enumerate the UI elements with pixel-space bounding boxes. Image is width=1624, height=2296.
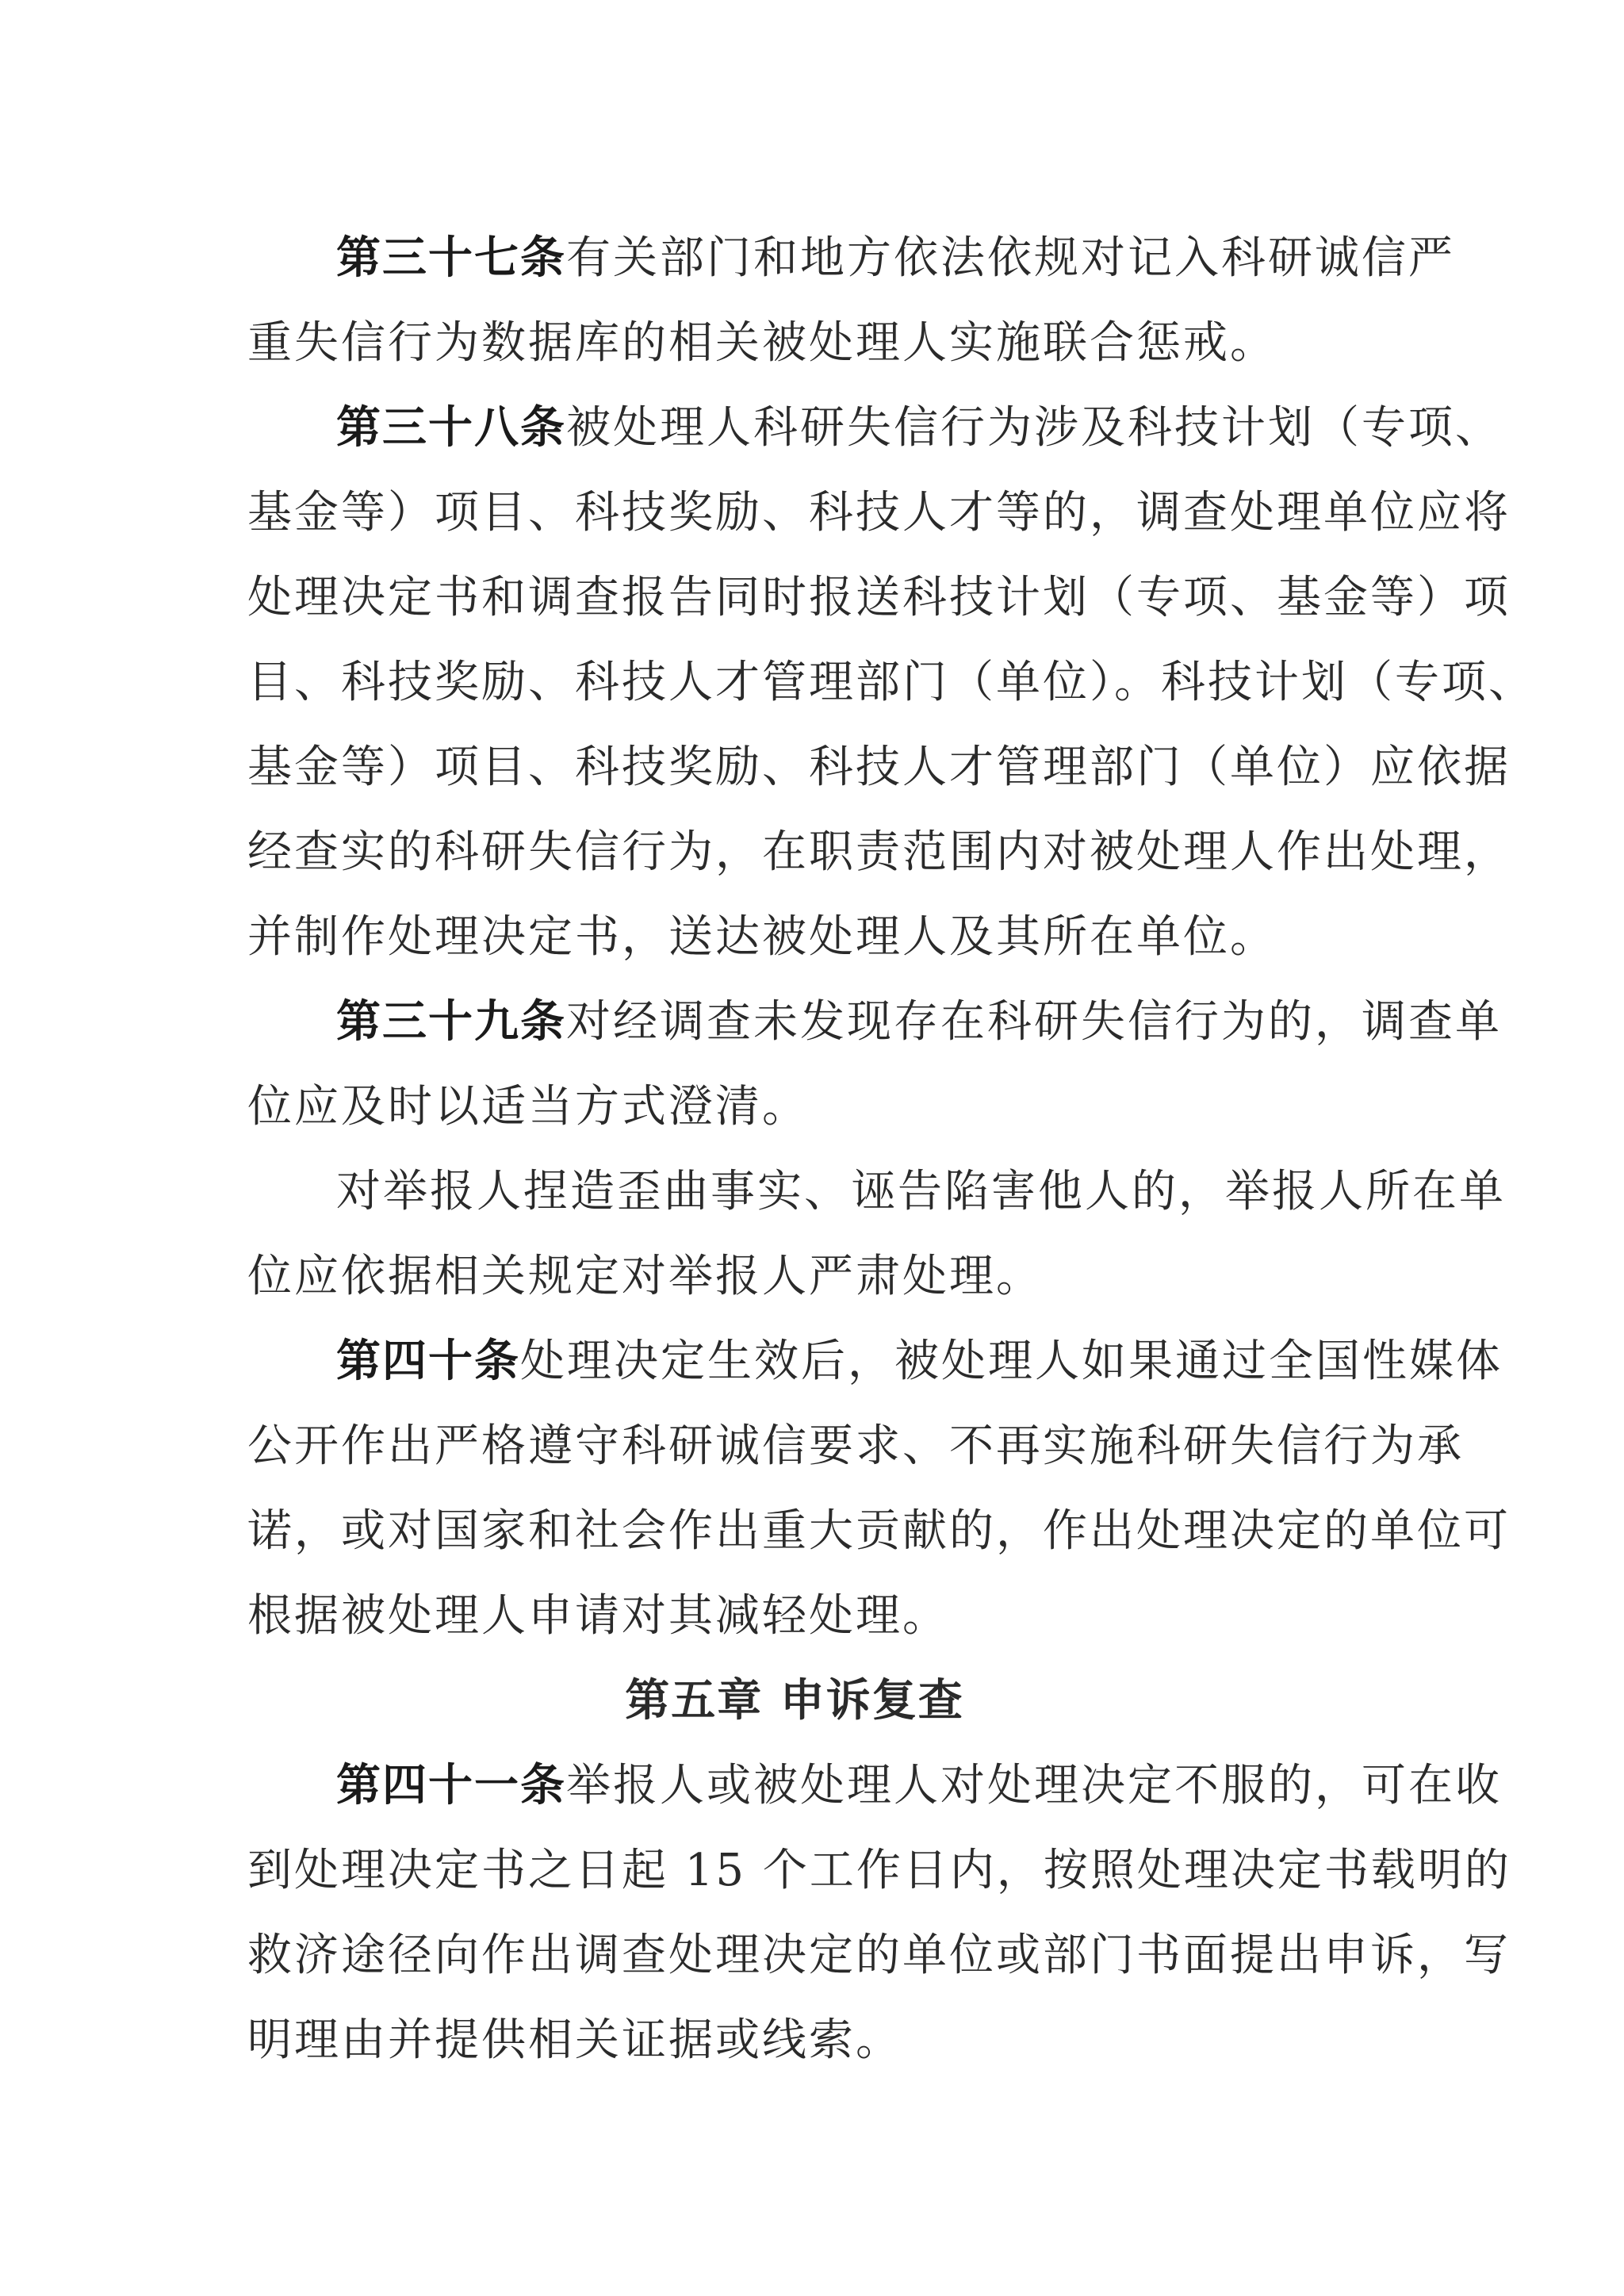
article-41-label: 第四十一条	[336, 1760, 566, 1811]
article-40-line-4: 根据被处理人申请对其减轻处理。	[247, 1590, 949, 1642]
article-39-para2-line-2: 位应依据相关规定对举报人严肃处理。	[247, 1251, 1043, 1302]
article-41-line-3: 救济途径向作出调查处理决定的单位或部门书面提出申诉，写	[247, 1930, 1511, 1981]
article-38-text: 被处理人科研失信行为涉及科技计划（专项、	[566, 402, 1502, 454]
article-38-line-1	[247, 385, 1502, 470]
article-38-label: 第三十八条	[336, 402, 566, 454]
article-40-line-1	[247, 1319, 1503, 1404]
article-38-line-7: 并制作处理决定书，送达被处理人及其所在单位。	[247, 911, 1277, 963]
article-40-label: 第四十条	[336, 1336, 520, 1387]
article-41-line-2: 到处理决定书之日起 15 个工作日内，按照处理决定书载明的	[247, 1845, 1511, 1896]
chapter-5-title: 第五章 申诉复查	[625, 1675, 964, 1727]
article-41-text: 举报人或被处理人对处理决定不服的，可在收	[566, 1760, 1502, 1811]
article-40-line-2: 公开作出严格遵守科研诚信要求、不再实施科研失信行为承	[247, 1420, 1464, 1472]
article-38-line-4: 目、科技奖励、科技人才管理部门（单位）。科技计划（专项、	[247, 657, 1535, 708]
article-38-line-3: 处理决定书和调查报告同时报送科技计划（专项、基金等）项	[247, 572, 1511, 623]
document-page	[247, 216, 1535, 2083]
article-38-line-2: 基金等）项目、科技奖励、科技人才等的，调查处理单位应将	[247, 487, 1511, 539]
article-37-line-2: 重失信行为数据库的相关被处理人实施联合惩戒。	[247, 317, 1277, 369]
article-38-line-6: 经查实的科研失信行为，在职责范围内对被处理人作出处理，	[247, 826, 1511, 878]
article-40-text: 处理决定生效后，被处理人如果通过全国性媒体	[520, 1336, 1503, 1387]
article-38-line-5: 基金等）项目、科技奖励、科技人才管理部门（单位）应依据	[247, 742, 1511, 793]
article-39-line-2: 位应及时以适当方式澄清。	[247, 1081, 809, 1133]
article-39-label: 第三十九条	[336, 996, 566, 1048]
article-37-line-1	[247, 216, 1455, 301]
article-40-line-3: 诺，或对国家和社会作出重大贡献的，作出处理决定的单位可	[247, 1505, 1511, 1557]
article-39-line-1	[247, 979, 1502, 1064]
article-37-label: 第三十七条	[336, 232, 566, 284]
article-39-text: 对经调查未发现存在科研失信行为的，调查单	[566, 996, 1502, 1048]
article-41-line-1	[247, 1743, 1502, 1828]
article-39-para2-line-1: 对举报人捏造歪曲事实、诬告陷害他人的，举报人所在单	[336, 1166, 1506, 1217]
article-37-text: 有关部门和地方依法依规对记入科研诚信严	[566, 232, 1455, 284]
article-41-line-4: 明理由并提供相关证据或线索。	[247, 2014, 902, 2066]
